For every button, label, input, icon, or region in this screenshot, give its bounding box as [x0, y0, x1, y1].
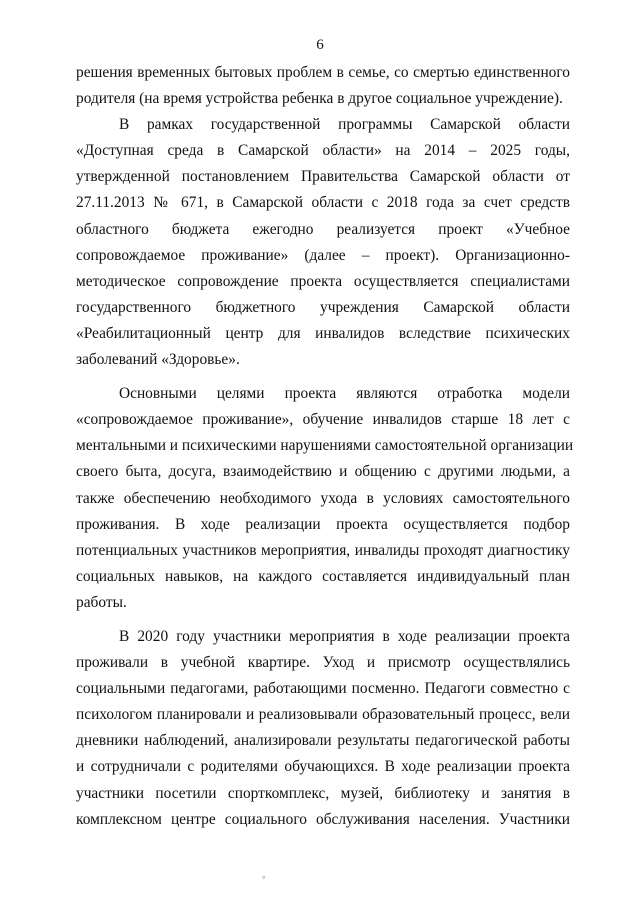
page-number: 6 — [316, 37, 324, 53]
text-line: дневники наблюдений, анализировали результаты педагогической работы — [76, 732, 570, 750]
text-line: утвержденной постановлением Правительства Самарской области от — [76, 168, 570, 186]
text-line: «Реабилитационный центр для инвалидов вследствие психических — [76, 324, 570, 342]
text-line: «Доступная среда в Самарской области» на 2014 – 2025 годы, — [76, 142, 570, 160]
text-line: В 2020 году участники мероприятия в ходе реализации проекта — [119, 627, 570, 645]
text-line: проживания. В ходе реализации проекта осуществляется подбор — [76, 515, 570, 533]
paragraph-program — [76, 112, 570, 373]
text-line: своего быта, досуга, взаимодействию и общению с другими людьми, а — [76, 463, 570, 481]
text-line: сопровождаемое проживание» (далее – проект). Организационно- — [76, 246, 570, 264]
text-line: также обеспечению необходимого ухода в условиях самостоятельного — [76, 489, 570, 507]
paragraph-continuation — [76, 60, 570, 112]
text-line: 27.11.2013 № 671, в Самарской области с 2018 года за счет средств — [76, 194, 570, 212]
text-line: социальных навыков, на каждого составляется индивидуальный план — [76, 567, 570, 585]
text-line: комплексном центре социального обслуживания населения. Участники — [76, 810, 570, 828]
text-line: Основными целями проекта являются отработка модели — [119, 385, 570, 403]
text-line: социальными педагогами, работающими посменно. Педагоги совместно с — [76, 680, 570, 698]
text-line: потенциальных участников мероприятия, инвалиды проходят диагностику — [76, 541, 570, 559]
text-line: работы. — [76, 593, 127, 611]
text-line: проживали в учебной квартире. Уход и присмотр осуществлялись — [76, 654, 570, 672]
text-line: государственного бюджетного учреждения Самарской области — [76, 298, 570, 316]
paragraph-goals — [76, 381, 574, 616]
text-line: и сотрудничали с родителями обучающихся. В ходе реализации проекта — [76, 758, 570, 776]
paragraph-2020 — [76, 624, 570, 833]
scan-speck: ◦ — [262, 872, 266, 882]
text-line: методическое сопровождение проекта осуществляется специалистами — [76, 272, 570, 290]
body-text — [76, 60, 574, 833]
text-line: заболеваний «Здоровье». — [76, 351, 240, 369]
text-line: «сопровождаемое проживание», обучение инвалидов старше 18 лет с — [76, 411, 570, 429]
text-line: участники посетили спорткомплекс, музей, библиотеку и занятия в — [76, 784, 570, 802]
text-line: ментальными и психическими нарушениями самостоятельной организации — [76, 437, 574, 455]
text-line: психологом планировали и реализовывали образовательный процесс, вели — [76, 706, 570, 724]
text-line: областного бюджета ежегодно реализуется проект «Учебное — [76, 220, 570, 238]
text-line: решения временных бытовых проблем в семье, со смертью единственного — [76, 64, 570, 81]
text-line: В рамках государственной программы Самарской области — [119, 116, 570, 134]
text-line: родителя (на время устройства ребенка в другое социальное учреждение). — [76, 90, 563, 108]
